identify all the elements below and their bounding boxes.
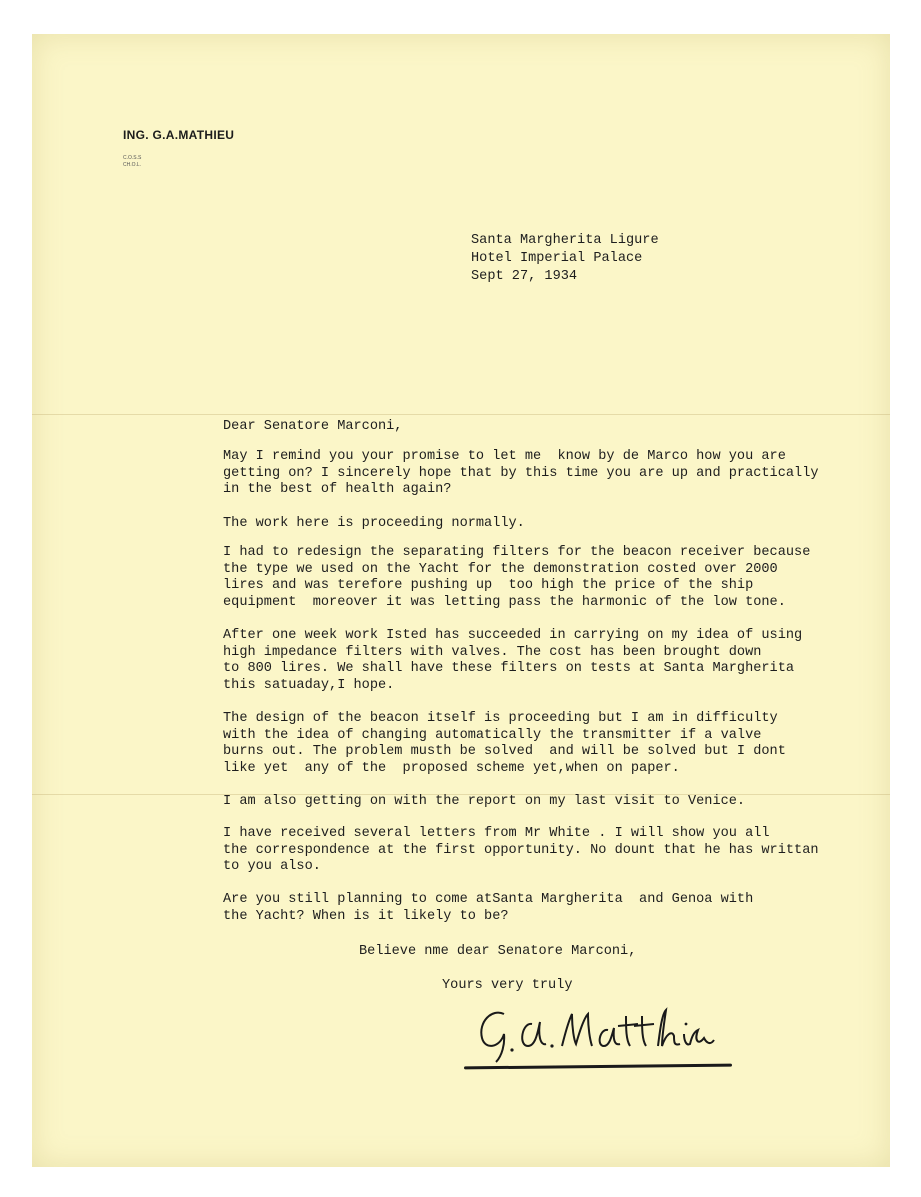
salutation: Dear Senatore Marconi,: [223, 419, 403, 434]
address-line: Santa Margherita Ligure: [471, 233, 659, 248]
paragraph: [223, 711, 786, 777]
letter-paper: [32, 34, 890, 1167]
paragraph-line: the type we used on the Yacht for the demonstration costed over 2000: [223, 561, 778, 577]
sender-address: [471, 232, 659, 286]
paragraph-line: May I remind you your promise to let me know by de Marco how you are: [223, 449, 786, 464]
letterhead-code: C.O.S.S: [123, 155, 142, 161]
paragraph: [223, 516, 525, 533]
fold-line: [32, 414, 890, 415]
paragraph-line: to you also.: [223, 859, 321, 874]
paragraph-line: I have received several letters from Mr White . I will show you all: [223, 826, 770, 841]
paragraph-line: lires and was terefore pushing up too high the price of the ship: [223, 578, 754, 593]
paragraph-line: equipment moreover it was letting pass the harmonic of the low tone.: [223, 594, 786, 610]
paragraph: [223, 794, 745, 811]
paragraph-line: Are you still planning to come atSanta Margherita and Genoa with: [223, 892, 754, 907]
paragraph-line: high impedance filters with valves. The cost has been brought down: [223, 644, 762, 660]
paragraph: [223, 449, 819, 499]
letterhead-code: CH.O.L.: [123, 162, 142, 168]
paragraph-line: the correspondence at the first opportunity. No dount that he has writtan: [223, 842, 819, 858]
paragraph: [223, 628, 802, 694]
paragraph: [223, 545, 810, 611]
closing-line: Believe nme dear Senatore Marconi,: [359, 944, 637, 959]
paragraph-line: After one week work Isted has succeeded in carrying on my idea of using: [223, 628, 803, 643]
address-line: Hotel Imperial Palace: [471, 251, 643, 266]
paragraph-line: this satuaday,I hope.: [223, 677, 395, 693]
paragraph-line: the Yacht? When is it likely to be?: [223, 908, 509, 924]
paragraph-line: I am also getting on with the report on my last visit to Venice.: [223, 794, 746, 809]
letterhead-codes: [123, 155, 141, 169]
paragraph: [223, 826, 819, 876]
handwritten-signature: [462, 1000, 742, 1070]
paragraph-line: in the best of health again?: [223, 482, 452, 497]
paragraph-line: The design of the beacon itself is proceeding but I am in difficulty: [223, 711, 778, 726]
paragraph-line: with the idea of changing automatically the transmitter if a valve: [223, 727, 762, 743]
closing-line: Yours very truly: [442, 978, 573, 993]
paragraph-line: like yet any of the proposed scheme yet,when on paper.: [223, 760, 680, 776]
paragraph-line: burns out. The problem musth be solved and will be solved but I dont: [223, 744, 786, 759]
address-date: Sept 27, 1934: [471, 269, 578, 284]
paragraph-line: to 800 lires. We shall have these filters on tests at Santa Margherita: [223, 661, 795, 676]
paragraph-line: I had to redesign the separating filters for the beacon receiver because: [223, 545, 811, 560]
letterhead-name: ING. G.A.MATHIEU: [123, 128, 235, 142]
paragraph-line: The work here is proceeding normally.: [223, 516, 525, 531]
paragraph: [223, 892, 753, 925]
paragraph-line: getting on? I sincerely hope that by this time you are up and practically: [223, 465, 819, 481]
